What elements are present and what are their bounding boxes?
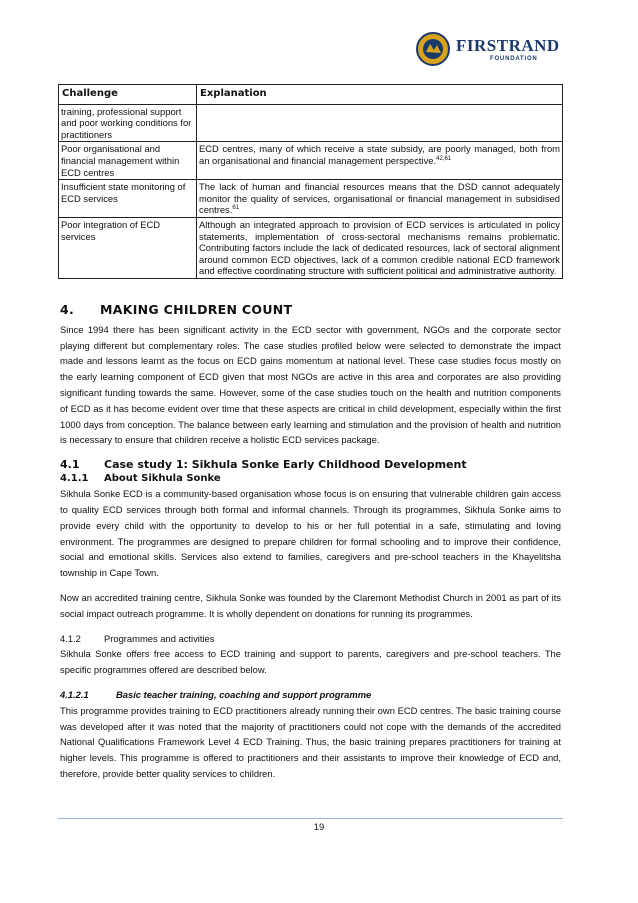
section-title: About Sikhula Sonke <box>104 473 221 485</box>
table-row <box>59 104 563 142</box>
explanation-cell <box>197 142 563 180</box>
section-number: 4.1.2 <box>60 632 81 644</box>
challenge-cell: Poor integration of ECD services <box>59 217 197 278</box>
table-row <box>59 217 563 278</box>
programmes-paragraph: Sikhula Sonke offers free access to ECD training and support to parents, caregivers and pre-school teachers. The specific programmes offered are described below. <box>60 648 561 676</box>
section-title: Programmes and activities <box>104 632 215 644</box>
table-row <box>59 180 563 218</box>
challenge-cell: Insufficient state monitoring of ECD services <box>59 180 197 218</box>
logo-sub: FOUNDATION <box>490 56 538 62</box>
section-4-1-heading <box>60 457 561 472</box>
section-number: 4. <box>60 302 75 317</box>
page-number: 19 <box>313 821 325 832</box>
section-title: Case study 1: Sikhula Sonke Early Childhood Development <box>104 458 467 472</box>
explanation-cell: Although an integrated approach to provision of ECD services is articulated in policy statements, implementation of cross-sectoral mechanisms remains problematic. Contributing factors include the lack of dedicated resources, lack of sectoral alignment around common ECD objectives, lack of a common credible national ECD framework and effective coordinating structure with sufficient political and administrative authority. <box>197 217 563 278</box>
section-number: 4.1.1 <box>60 473 89 485</box>
section-4-1-2-1-heading <box>60 687 561 703</box>
section-number: 4.1 <box>60 458 80 472</box>
training-paragraph: This programme provides training to ECD practitioners already running their own ECD centres. The basic training course was developed after it was noted that the majority of practitioners could not cope with the demands of the accredited National Qualifications Framework Level 4 ECD Training. Thus, the basic training prepares practitioners for training at higher levels. This programme is offered to practitioners and their assistants to improve their knowledge of ECD and, therefore, provide better quality services to children. <box>60 704 561 779</box>
footer-rule <box>58 818 563 819</box>
table-header-row <box>59 85 563 105</box>
firstrand-emblem-icon <box>416 32 450 66</box>
explanation-text: ECD centres, many of which receive a state subsidy, are poorly managed, both from an organisational and financial management perspective. <box>199 143 560 166</box>
logo-name: FIRSTRAND <box>456 36 560 55</box>
about-paragraph-1: Sikhula Sonke ECD is a community-based organisation whose focus is on ensuring that vulnerable children gain access to quality ECD services through both formal and informal channels. Through its programmes, Sikhula Sonke aims to provide every child with the opportunity to develop to his or her full potential in a safe, stimulating and loving environment. The programmes are designed to prepare children for formal schooling and to improve their confidence, social and emotional skills. Services also extend to families, caregivers and pre-school teachers in the Khayelitsha township in Cape Town. <box>60 488 561 579</box>
header-challenge: Challenge <box>59 85 197 105</box>
challenge-cell: Poor organisational and financial management within ECD centres <box>59 142 197 180</box>
citation: 61 <box>232 205 240 212</box>
section-title: MAKING CHILDREN COUNT <box>100 302 293 317</box>
table-row <box>59 142 563 180</box>
citation: 42,61 <box>436 155 452 162</box>
section-4-1-1-heading <box>60 472 561 486</box>
firstrand-logo <box>416 28 586 68</box>
section-4-1-2-heading <box>60 631 561 647</box>
section-4-heading <box>60 302 561 318</box>
explanation-text: The lack of human and financial resources means that the DSD cannot adequately monitor the quality of services, organisational or financial management in subsidised centres. <box>199 181 560 216</box>
header-explanation: Explanation <box>197 85 563 105</box>
section-4-paragraph: Since 1994 there has been significant activity in the ECD sector with government, NGOs and the corporate sector playing different but complementary roles. The case studies profiled below were selected to demonstrate the impact made and lessons learnt as the focus on ECD gains momentum at national level. These case studies focus mostly on the early learning component of ECD given that most NGOs are active in this area and corporates are also providing significant funding towards the same. However, some of the case studies touch on the health and nutrition components of ECD as it has become evident over time that these aspects are critical in child development, especially within the first 1000 days from conception. The balance between early learning and stimulation and the provision of health and nutrition is necessary to ensure that children receive a holistic ECD services package. <box>60 323 561 446</box>
challenge-cell: training, professional support and poor working conditions for practitioners <box>59 104 197 142</box>
challenges-table <box>58 84 563 279</box>
page-content <box>60 302 561 782</box>
section-title: Basic teacher training, coaching and support programme <box>116 688 372 700</box>
about-paragraph-2: Now an accredited training centre, Sikhula Sonke was founded by the Claremont Methodist Church in 2001 as part of its social impact outreach programme. It is wholly dependent on donations for running its programmes. <box>60 591 561 619</box>
explanation-cell <box>197 104 563 142</box>
section-number: 4.1.2.1 <box>60 688 89 700</box>
explanation-cell <box>197 180 563 218</box>
